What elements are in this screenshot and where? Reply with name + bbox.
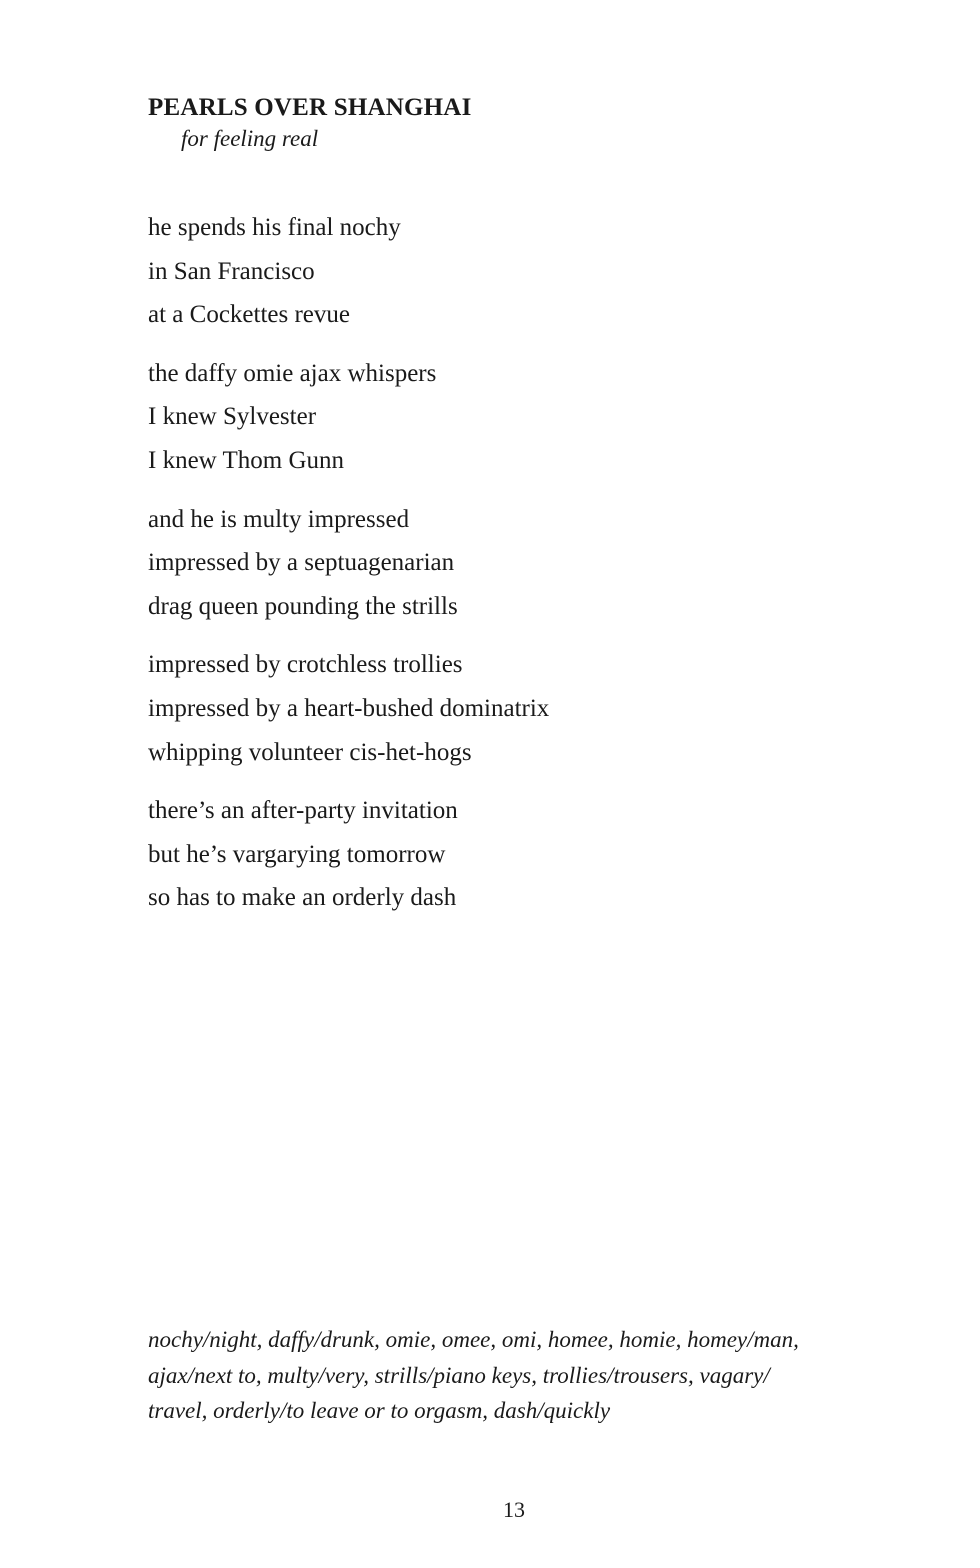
poem-line: the daffy omie ajax whispers xyxy=(148,359,437,387)
poem-line: he spends his final nochy xyxy=(148,214,401,241)
glossary-line: ajax/next to, multy/very, strills/piano keys, trollies/trousers, vagary/ xyxy=(148,1362,770,1388)
poem-subtitle: for feeling real xyxy=(181,126,319,151)
stanza-5 xyxy=(148,789,868,920)
poem-line: and he is multy impressed xyxy=(148,505,410,533)
page-number: 13 xyxy=(503,1497,525,1522)
poem-line: I knew Sylvester xyxy=(148,403,317,431)
stanza-1 xyxy=(148,206,868,337)
glossary-line: travel, orderly/to leave or to orgasm, dash/quickly xyxy=(148,1398,611,1423)
poem-line: at a Cockettes revue xyxy=(148,301,350,329)
poem-line: whipping volunteer cis-het-hogs xyxy=(148,738,472,766)
poem-body xyxy=(148,206,868,935)
poem-line: but he’s vargarying tomorrow xyxy=(148,840,446,868)
poem-line: I knew Thom Gunn xyxy=(148,446,345,474)
poem-line: impressed by a heart-bushed dominatrix xyxy=(148,694,550,722)
glossary-line: nochy/night, daffy/drunk, omie, omee, omi, homee, homie, homey/man, xyxy=(148,1327,799,1352)
poem-line: so has to make an orderly dash xyxy=(148,884,457,912)
poem-line: impressed by crotchless trollies xyxy=(148,651,463,679)
poem-line: there’s an after-party invitation xyxy=(148,797,458,825)
poem-line: drag queen pounding the strills xyxy=(148,592,458,620)
poem-line: impressed by a septuagenarian xyxy=(148,549,455,577)
poem-title: PEARLS OVER SHANGHAI xyxy=(148,94,472,121)
stanza-4 xyxy=(148,643,868,774)
glossary xyxy=(148,1322,878,1429)
poem-line: in San Francisco xyxy=(148,257,315,285)
stanza-2 xyxy=(148,352,868,483)
stanza-3 xyxy=(148,498,868,629)
